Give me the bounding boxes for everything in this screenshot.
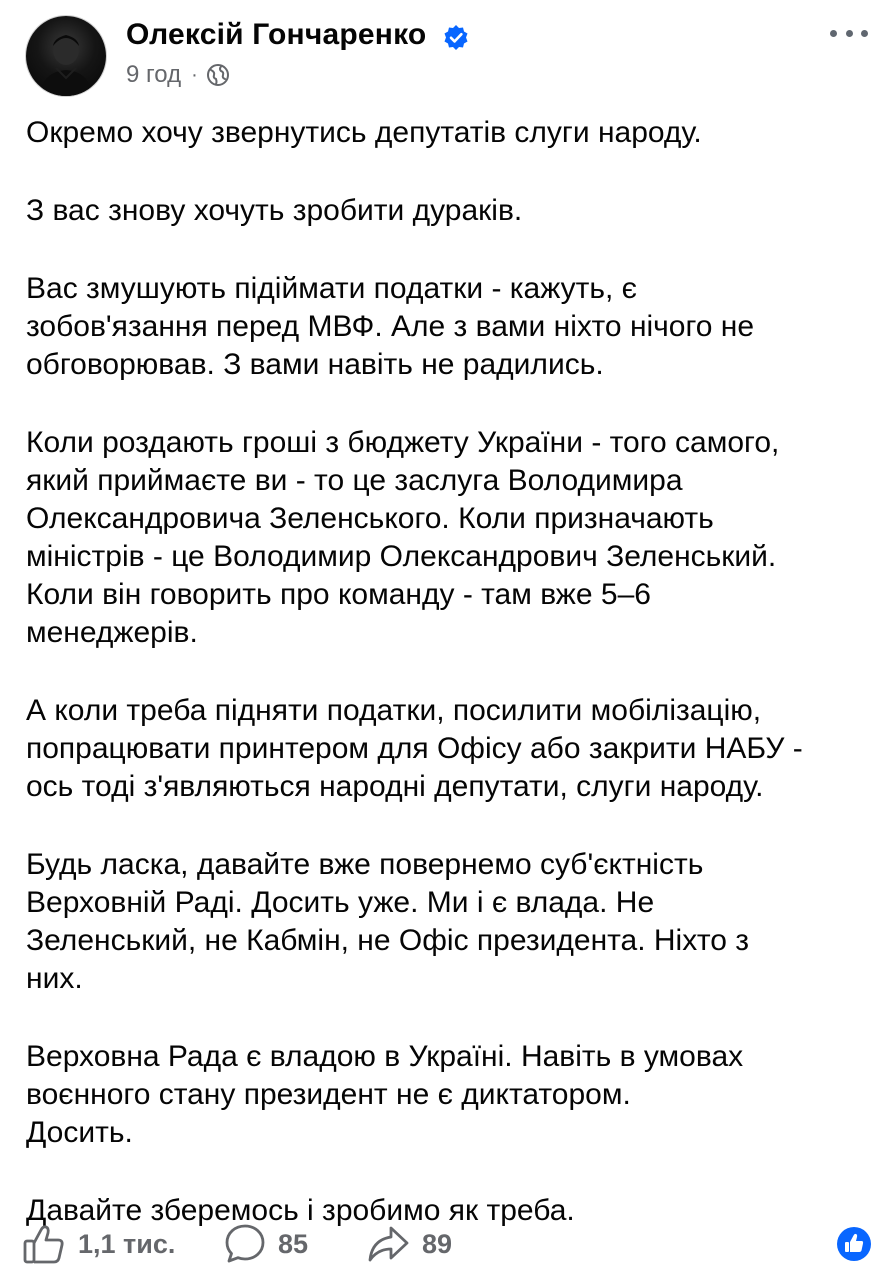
post-paragraph: Давайте зберемось і зробимо як треба. [26,1194,575,1227]
post-paragraph: Коли роздають гроші з бюджету України - того самого, який приймаєте ви - то це заслуга Володимира Олександровича Зеленського. Коли призначають міністрів - це Володимир Олександрович Зеленський. Коли він говорить про команду - там вже 5–6 менеджерів. [26,426,780,649]
avatar[interactable] [26,16,106,96]
post-timestamp[interactable]: 9 год [126,61,182,88]
post-paragraph: Верховна Рада є владою в Україні. Навіть в умовах воєнного стану президент не є диктатором. Досить. [26,1040,744,1149]
share-arrow-icon [366,1223,410,1265]
thumbs-up-icon [22,1223,66,1265]
post-header [0,0,895,110]
globe-icon [206,63,230,87]
author-name[interactable]: Олексій Гончаренко [126,18,427,51]
post-paragraph: Окремо хочу звернутись депутатів слуги народу. [26,116,702,149]
post-paragraph: З вас знову хочуть зробити дураків. [26,194,523,227]
verified-badge-icon [442,24,470,52]
post-paragraph: А коли треба підняти податки, посилити мобілізацію, попрацювати принтером для Офісу або закрити НАБУ - ось тоді з'являються народні депутати, слуги народу. [26,694,803,803]
share-count: 89 [422,1228,453,1259]
like-count: 1,1 тис. [78,1228,176,1259]
comment-count: 85 [278,1228,309,1259]
post-actions [0,1216,895,1272]
comment-button[interactable] [224,1222,308,1266]
like-button[interactable] [22,1222,175,1266]
post-text [26,114,871,1270]
more-dot-icon [846,30,853,37]
post-paragraph: Будь ласка, давайте вже повернемо суб'єктність Верховній Раді. Досить уже. Ми і є влада. Не Зеленський, не Кабмін, не Офіс президента. Ніхто з них. [26,848,750,995]
post-meta [126,60,230,90]
share-button[interactable] [366,1222,452,1266]
profile-photo [26,16,106,96]
post-paragraph: Вас змушують підіймати податки - кажуть, є зобов'язання перед МВФ. Але з вами ніхто нічого не обговорював. З вами навіть не радились. [26,272,755,381]
more-dot-icon [830,30,837,37]
more-options-button[interactable] [830,22,868,44]
like-reaction-icon[interactable] [836,1226,872,1262]
comment-bubble-icon [224,1223,266,1265]
more-dot-icon [861,30,868,37]
meta-separator: · [191,63,198,86]
